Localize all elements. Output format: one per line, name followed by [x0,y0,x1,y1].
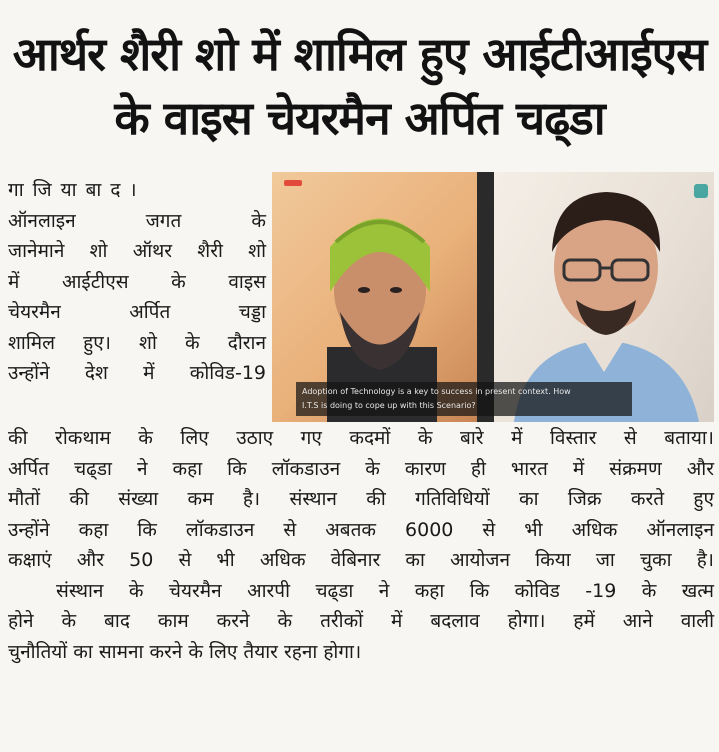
article-column-left [8,175,266,389]
body-line: होने के बाद काम करने के तरीकों में बदलाव होगा। हमें आने वाली [8,610,714,632]
app-logo-icon [694,184,708,198]
body-line: संस्थान के चेयरमैन आरपी चढ्डा ने कहा कि कोविड -19 के खत्म [56,579,714,602]
column-line: उन्होंने देश में कोविड-19 [8,362,266,384]
body-line: मौतों की संख्या कम है। संस्थान की गतिविधियों का जिक्र करते हुए [8,488,714,510]
column-line: चेयरमैन अर्पित चड्डा [8,301,266,323]
video-call-photo [272,172,714,422]
body-line: चुनौतियों का सामना करने के लिए तैयार रहना होगा। [8,640,362,663]
caption-line: Adoption of Technology is a key to success in present context. How [302,387,571,396]
body-line: की रोकथाम के लिए उठाए गए कदमों के बारे में विस्तार से बताया। [8,427,714,449]
caption-banner [296,382,632,416]
column-line: जानेमाने शो ऑथर शैरी शो [8,240,266,262]
headline [0,22,719,150]
column-line: ऑनलाइन जगत के [8,209,266,232]
dateline: गाजियाबाद। [8,179,146,201]
column-line: शामिल हुए। शो के दौरान [8,331,266,354]
headline-line-2: के वाइस चेयरमैन अर्पित चढ्डा [114,91,605,145]
body-line: अर्पित चढ्डा ने कहा कि लॉकडाउन के कारण ही भारत में संक्रमण और [8,457,714,480]
article-body-full [8,423,714,667]
recording-indicator-icon [284,180,302,186]
column-line: में आईटीएस के वाइस [8,270,266,293]
headline-line-1: आर्थर शैरी शो में शामिल हुए आईटीआईएस [12,27,707,81]
body-line: कक्षाएं और 50 से भी अधिक वेबिनार का आयोजन किया जा चुका है। [8,549,714,571]
caption-line: I.T.S is doing to cope up with this Scenario? [302,401,476,410]
body-line: उन्होंने कहा कि लॉकडाउन से अबतक 6000 से भी अधिक ऑनलाइन [8,518,714,541]
